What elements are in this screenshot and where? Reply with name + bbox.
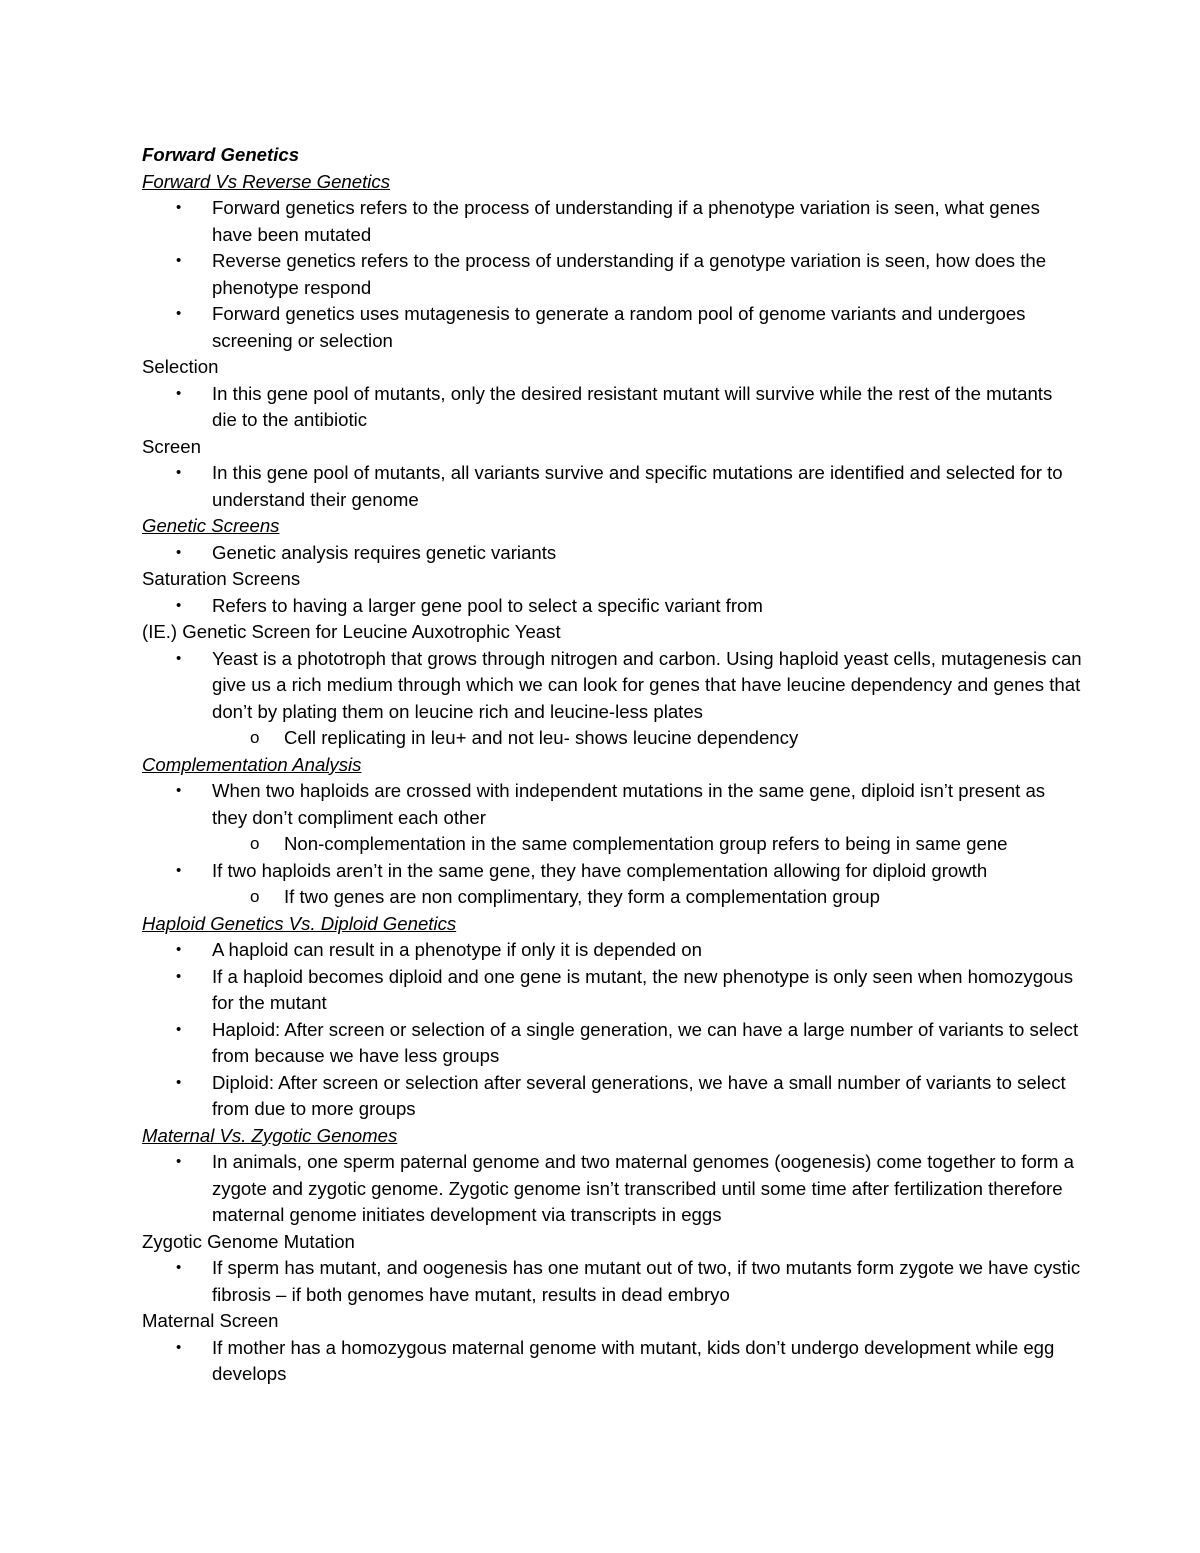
bullet-icon: • (176, 1259, 182, 1276)
sub-bullet-item (142, 831, 1072, 858)
section-heading: Maternal Vs. Zygotic Genomes (142, 1124, 398, 1146)
sub-bullet-icon: o (250, 887, 260, 906)
bullet-icon: • (176, 305, 182, 322)
bullet-item (142, 381, 1082, 434)
bullet-text: If a haploid becomes diploid and one gene is mutant, the new phenotype is only seen when homozygous for the mutant (212, 965, 1074, 1013)
bullet-icon: • (176, 252, 182, 269)
bullet-icon: • (176, 384, 182, 402)
bullet-icon: • (176, 1073, 182, 1091)
subheading: Selection (142, 356, 219, 377)
subheading: Maternal Screen (142, 1310, 279, 1331)
section-heading: Haploid Genetics Vs. Diploid Genetics (142, 912, 457, 934)
bullet-icon: • (176, 861, 182, 879)
bullet-text: A haploid can result in a phenotype if only it is depended on (212, 939, 702, 960)
sub-bullet-item (142, 725, 1072, 752)
subheading: Screen (142, 435, 201, 457)
bullet-text: When two haploids are crossed with independent mutations in the same gene, diploid isn’t present as they don’t compliment each other (212, 780, 1046, 828)
bullet-text: In animals, one sperm paternal genome and two maternal genomes (oogenesis) come together to form a zygote and zygotic genome. Zygotic genome isn’t transcribed until some time after fertilization therefore maternal genome initiates development via transcripts in eggs (212, 1151, 1074, 1225)
document-title: Forward Genetics (142, 144, 300, 165)
bullet-icon: • (176, 199, 182, 216)
bullet-icon: • (176, 596, 182, 614)
bullet-text: Forward genetics uses mutagenesis to generate a random pool of genome variants and undergoes screening or selection (212, 303, 1026, 351)
bullet-text: Reverse genetics refers to the process of understanding if a genotype variation is seen, how does the phenotype respond (212, 250, 1047, 298)
bullet-text: If two haploids aren’t in the same gene, they have complementation allowing for diploid growth (212, 859, 988, 881)
sub-bullet-icon: o (250, 728, 260, 747)
bullet-text: In this gene pool of mutants, only the desired resistant mutant will survive while the rest of the mutants die to the antibiotic (212, 382, 1053, 430)
bullet-icon: • (176, 941, 182, 958)
bullet-text: Yeast is a phototroph that grows through nitrogen and carbon. Using haploid yeast cells, mutagenesis can give us a rich medium through which we can look for genes that have leucine dependency and genes that don’t by plating them on leucine rich and leucine-less plates (212, 647, 1082, 722)
subheading: (IE.) Genetic Screen for Leucine Auxotrophic Yeast (142, 621, 561, 642)
bullet-item (142, 646, 1082, 726)
bullet-text: Genetic analysis requires genetic variants (212, 541, 557, 563)
bullet-text: In this gene pool of mutants, all variants survive and specific mutations are identified and selected for to understand their genome (212, 462, 1063, 510)
bullet-item (142, 460, 1082, 513)
bullet-item (142, 301, 1082, 354)
sub-bullet-text: Non-complementation in the same complementation group refers to being in same gene (284, 833, 1008, 854)
bullet-text: If sperm has mutant, and oogenesis has one mutant out of two, if two mutants form zygote we have cystic fibrosis – if both genomes have mutant, results in dead embryo (212, 1257, 1081, 1305)
section-heading: Complementation Analysis (142, 753, 362, 775)
sub-bullet-icon: o (250, 834, 260, 853)
bullet-item (142, 1017, 1082, 1070)
bullet-item (142, 937, 1082, 964)
sub-bullet-text: Cell replicating in leu+ and not leu- shows leucine dependency (284, 727, 799, 748)
bullet-item (142, 1335, 1082, 1388)
bullet-icon: • (176, 1020, 182, 1038)
bullet-item (142, 540, 1082, 567)
bullet-text: If mother has a homozygous maternal genome with mutant, kids don’t undergo development while egg develops (212, 1336, 1055, 1384)
bullet-icon: • (176, 543, 182, 561)
bullet-text: Diploid: After screen or selection after several generations, we have a small number of variants to select from due to more groups (212, 1071, 1066, 1119)
bullet-text: Refers to having a larger gene pool to select a specific variant from (212, 594, 763, 616)
subheading: Saturation Screens (142, 568, 301, 589)
bullet-item (142, 1070, 1082, 1123)
sub-bullet-text: If two genes are non complimentary, they form a complementation group (284, 886, 880, 907)
bullet-item (142, 1149, 1082, 1229)
section-heading: Genetic Screens (142, 515, 280, 536)
subheading: Zygotic Genome Mutation (142, 1230, 355, 1252)
section-heading: Forward Vs Reverse Genetics (142, 170, 391, 192)
bullet-icon: • (176, 782, 182, 799)
bullet-item (142, 593, 1082, 620)
bullet-icon: • (176, 1153, 182, 1170)
bullet-item (142, 1255, 1082, 1308)
bullet-icon: • (176, 1338, 182, 1356)
bullet-item (142, 248, 1082, 301)
bullet-text: Forward genetics refers to the process of understanding if a phenotype variation is seen, what genes have been mutated (212, 197, 1040, 245)
bullet-icon: • (176, 967, 182, 985)
bullet-text: Haploid: After screen or selection of a single generation, we can have a large number of variants to select from because we have less groups (212, 1018, 1079, 1066)
sub-bullet-item (142, 884, 1072, 911)
bullet-icon: • (176, 649, 182, 667)
bullet-item (142, 964, 1082, 1017)
bullet-item (142, 195, 1082, 248)
bullet-item (142, 858, 1082, 885)
document-page (142, 142, 1082, 1388)
bullet-icon: • (176, 464, 182, 481)
bullet-item (142, 778, 1082, 831)
